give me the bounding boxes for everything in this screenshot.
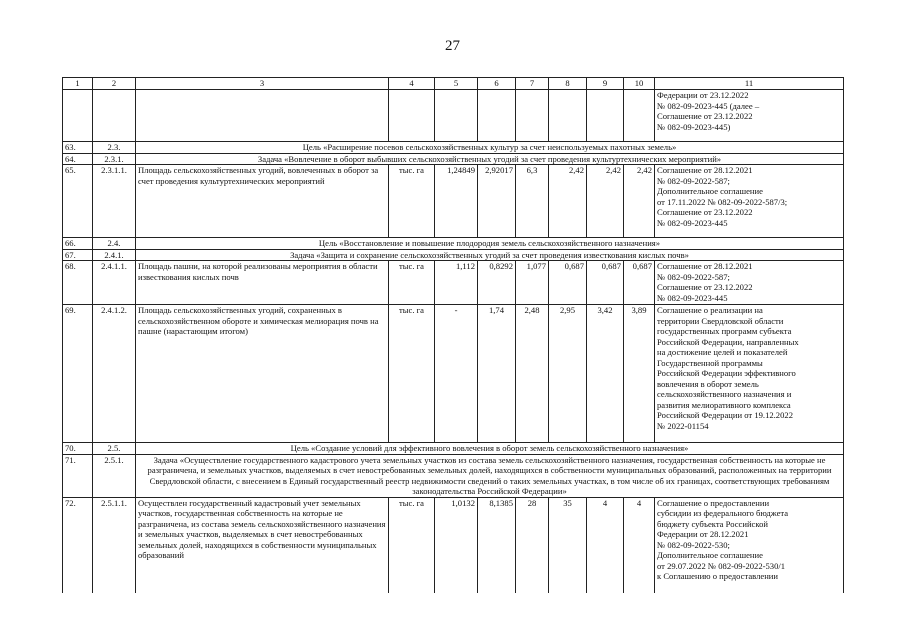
column-number-header-row	[63, 78, 844, 90]
value-cell: 28	[516, 497, 549, 593]
value-cell: 2,42	[549, 165, 587, 238]
row-number: 66.	[63, 238, 93, 250]
value-cell: -	[435, 305, 478, 443]
goal-row	[63, 238, 844, 250]
document-basis-cell: Соглашение о предоставлении субсидии из федерального бюджета бюджету субъекта Российской Федерации от 28.12.2021 № 082-09-2022-530; Дополнительное соглашение от 29.07.2022 № 082-09-2022-530/1 к Соглашению о предоставлении	[655, 497, 844, 593]
value-cell: 35	[549, 497, 587, 593]
value-cell: 3,89	[624, 305, 655, 443]
row-code: 2.3.1.1.	[93, 165, 136, 238]
row-code: 2.3.1.	[93, 153, 136, 165]
indicator-row	[63, 261, 844, 305]
row-code: 2.4.1.	[93, 249, 136, 261]
value-cell: 2,95	[549, 305, 587, 443]
row-number: 68.	[63, 261, 93, 305]
value-cell: 2,48	[516, 305, 549, 443]
row-code: 2.4.1.2.	[93, 305, 136, 443]
row-number: 64.	[63, 153, 93, 165]
indicator-row	[63, 497, 844, 593]
task-text: Задача «Осуществление государственного кадастрового учета земельных участков из состава земель сельскохозяйственного назначения, государственная собственность на которые не разграничена, и земельных участков, выделяемых в счет невостребованных земельных долей, находящихся в собственности муниципальных образований, расположенных на территории Свердловской области, с внесением в Единый государственный реестр недвижимости сведений о таких земельных участках, в том числе об их границах, соответствующих требованиям законодательства Российской Федерации»	[136, 454, 844, 497]
row-code: 2.5.1.	[93, 454, 136, 497]
value-cell: 0,687	[549, 261, 587, 305]
unit-cell: тыс. га	[389, 305, 435, 443]
value-cell: 1,112	[435, 261, 478, 305]
header-cell: 2	[93, 78, 136, 90]
header-cell: 6	[478, 78, 516, 90]
header-cell: 5	[435, 78, 478, 90]
task-row	[63, 249, 844, 261]
task-text: Задача «Защита и сохранение сельскохозяйственных угодий за счет проведения известкования кислых почв»	[136, 249, 844, 261]
indicator-row	[63, 165, 844, 238]
document-basis-cell: Соглашение от 28.12.2021 № 082-09-2022-587; Соглашение от 23.12.2022 № 082-09-2023-445	[655, 261, 844, 305]
row-number: 63.	[63, 142, 93, 154]
row-number: 72.	[63, 497, 93, 593]
value-cell: 2,92017	[478, 165, 516, 238]
row-number: 65.	[63, 165, 93, 238]
indicator-name: Площадь сельскохозяйственных угодий, сохраненных в сельскохозяйственном обороте и химическая мелиорация почв на пашне (нарастающим итогом)	[136, 305, 389, 443]
value-cell: 3,42	[587, 305, 624, 443]
indicator-row	[63, 305, 844, 443]
goal-text: Цель «Расширение посевов сельскохозяйственных культур за счет неиспользуемых пахотных земель»	[136, 142, 844, 154]
header-cell: 7	[516, 78, 549, 90]
value-cell: 2,42	[587, 165, 624, 238]
value-cell: 0,687	[587, 261, 624, 305]
document-basis-cell: Соглашение о реализации на территории Свердловской области государственных программ субъекта Российской Федерации, направленных на достижение целей и показателей Государственной программы Российской Федерации эффективного вовлечения в оборот земель сельскохозяйственного назначения и развития мелиоративного комплекса Российской Федерации от 19.12.2022 № 2022-01154	[655, 305, 844, 443]
value-cell: 1,077	[516, 261, 549, 305]
page-bottom-margin	[0, 593, 905, 635]
row-code: 2.4.	[93, 238, 136, 250]
value-cell: 4	[624, 497, 655, 593]
value-cell: 1,24849	[435, 165, 478, 238]
value-cell: 6,3	[516, 165, 549, 238]
value-cell: 2,42	[624, 165, 655, 238]
unit-cell: тыс. га	[389, 165, 435, 238]
indicator-name: Площадь пашни, на которой реализованы мероприятия в области известкования кислых почв	[136, 261, 389, 305]
task-row	[63, 153, 844, 165]
header-cell: 4	[389, 78, 435, 90]
indicator-name: Осуществлен государственный кадастровый учет земельных участков, государственная собственность на которые не разграничена, из состава земель сельскохозяйственного назначения и земельных участков, выделяемых в счет невостребованных земельных долей, находящихся в собственности муниципальных образований	[136, 497, 389, 593]
indicators-table	[62, 77, 844, 594]
row-number: 70.	[63, 443, 93, 455]
row-number: 69.	[63, 305, 93, 443]
page-number: 27	[445, 38, 460, 54]
unit-cell: тыс. га	[389, 261, 435, 305]
value-cell: 0,687	[624, 261, 655, 305]
goal-row	[63, 443, 844, 455]
value-cell: 1,0132	[435, 497, 478, 593]
goal-text: Цель «Восстановление и повышение плодородия земель сельскохозяйственного назначения»	[136, 238, 844, 250]
task-row	[63, 454, 844, 497]
value-cell: 1,74	[478, 305, 516, 443]
row-number: 71.	[63, 454, 93, 497]
header-cell: 10	[624, 78, 655, 90]
value-cell: 4	[587, 497, 624, 593]
header-cell: 1	[63, 78, 93, 90]
row-code: 2.3.	[93, 142, 136, 154]
value-cell: 0,8292	[478, 261, 516, 305]
goal-row	[63, 142, 844, 154]
unit-cell: тыс. га	[389, 497, 435, 593]
document-basis-cell: Федерации от 23.12.2022 № 082-09-2023-445 (далее – Соглашение от 23.12.2022 № 082-09-2023-445)	[655, 90, 844, 142]
row-code: 2.5.	[93, 443, 136, 455]
document-basis-cell: Соглашение от 28.12.2021 № 082-09-2022-587; Дополнительное соглашение от 17.11.2022 № 082-09-2022-587/3; Соглашение от 23.12.2022 № 082-09-2023-445	[655, 165, 844, 238]
value-cell: 8,1385	[478, 497, 516, 593]
goal-text: Цель «Создание условий для эффективного вовлечения в оборот земель сельскохозяйственного назначения»	[136, 443, 844, 455]
header-cell: 9	[587, 78, 624, 90]
header-cell: 8	[549, 78, 587, 90]
row-code: 2.4.1.1.	[93, 261, 136, 305]
header-cell: 3	[136, 78, 389, 90]
continued-row	[63, 90, 844, 142]
row-code: 2.5.1.1.	[93, 497, 136, 593]
task-text: Задача «Вовлечение в оборот выбывших сельскохозяйственных угодий за счет проведения культуртехнических мероприятий»	[136, 153, 844, 165]
header-cell: 11	[655, 78, 844, 90]
row-number: 67.	[63, 249, 93, 261]
indicator-name: Площадь сельскохозяйственных угодий, вовлеченных в оборот за счет проведения культуртехнических мероприятий	[136, 165, 389, 238]
